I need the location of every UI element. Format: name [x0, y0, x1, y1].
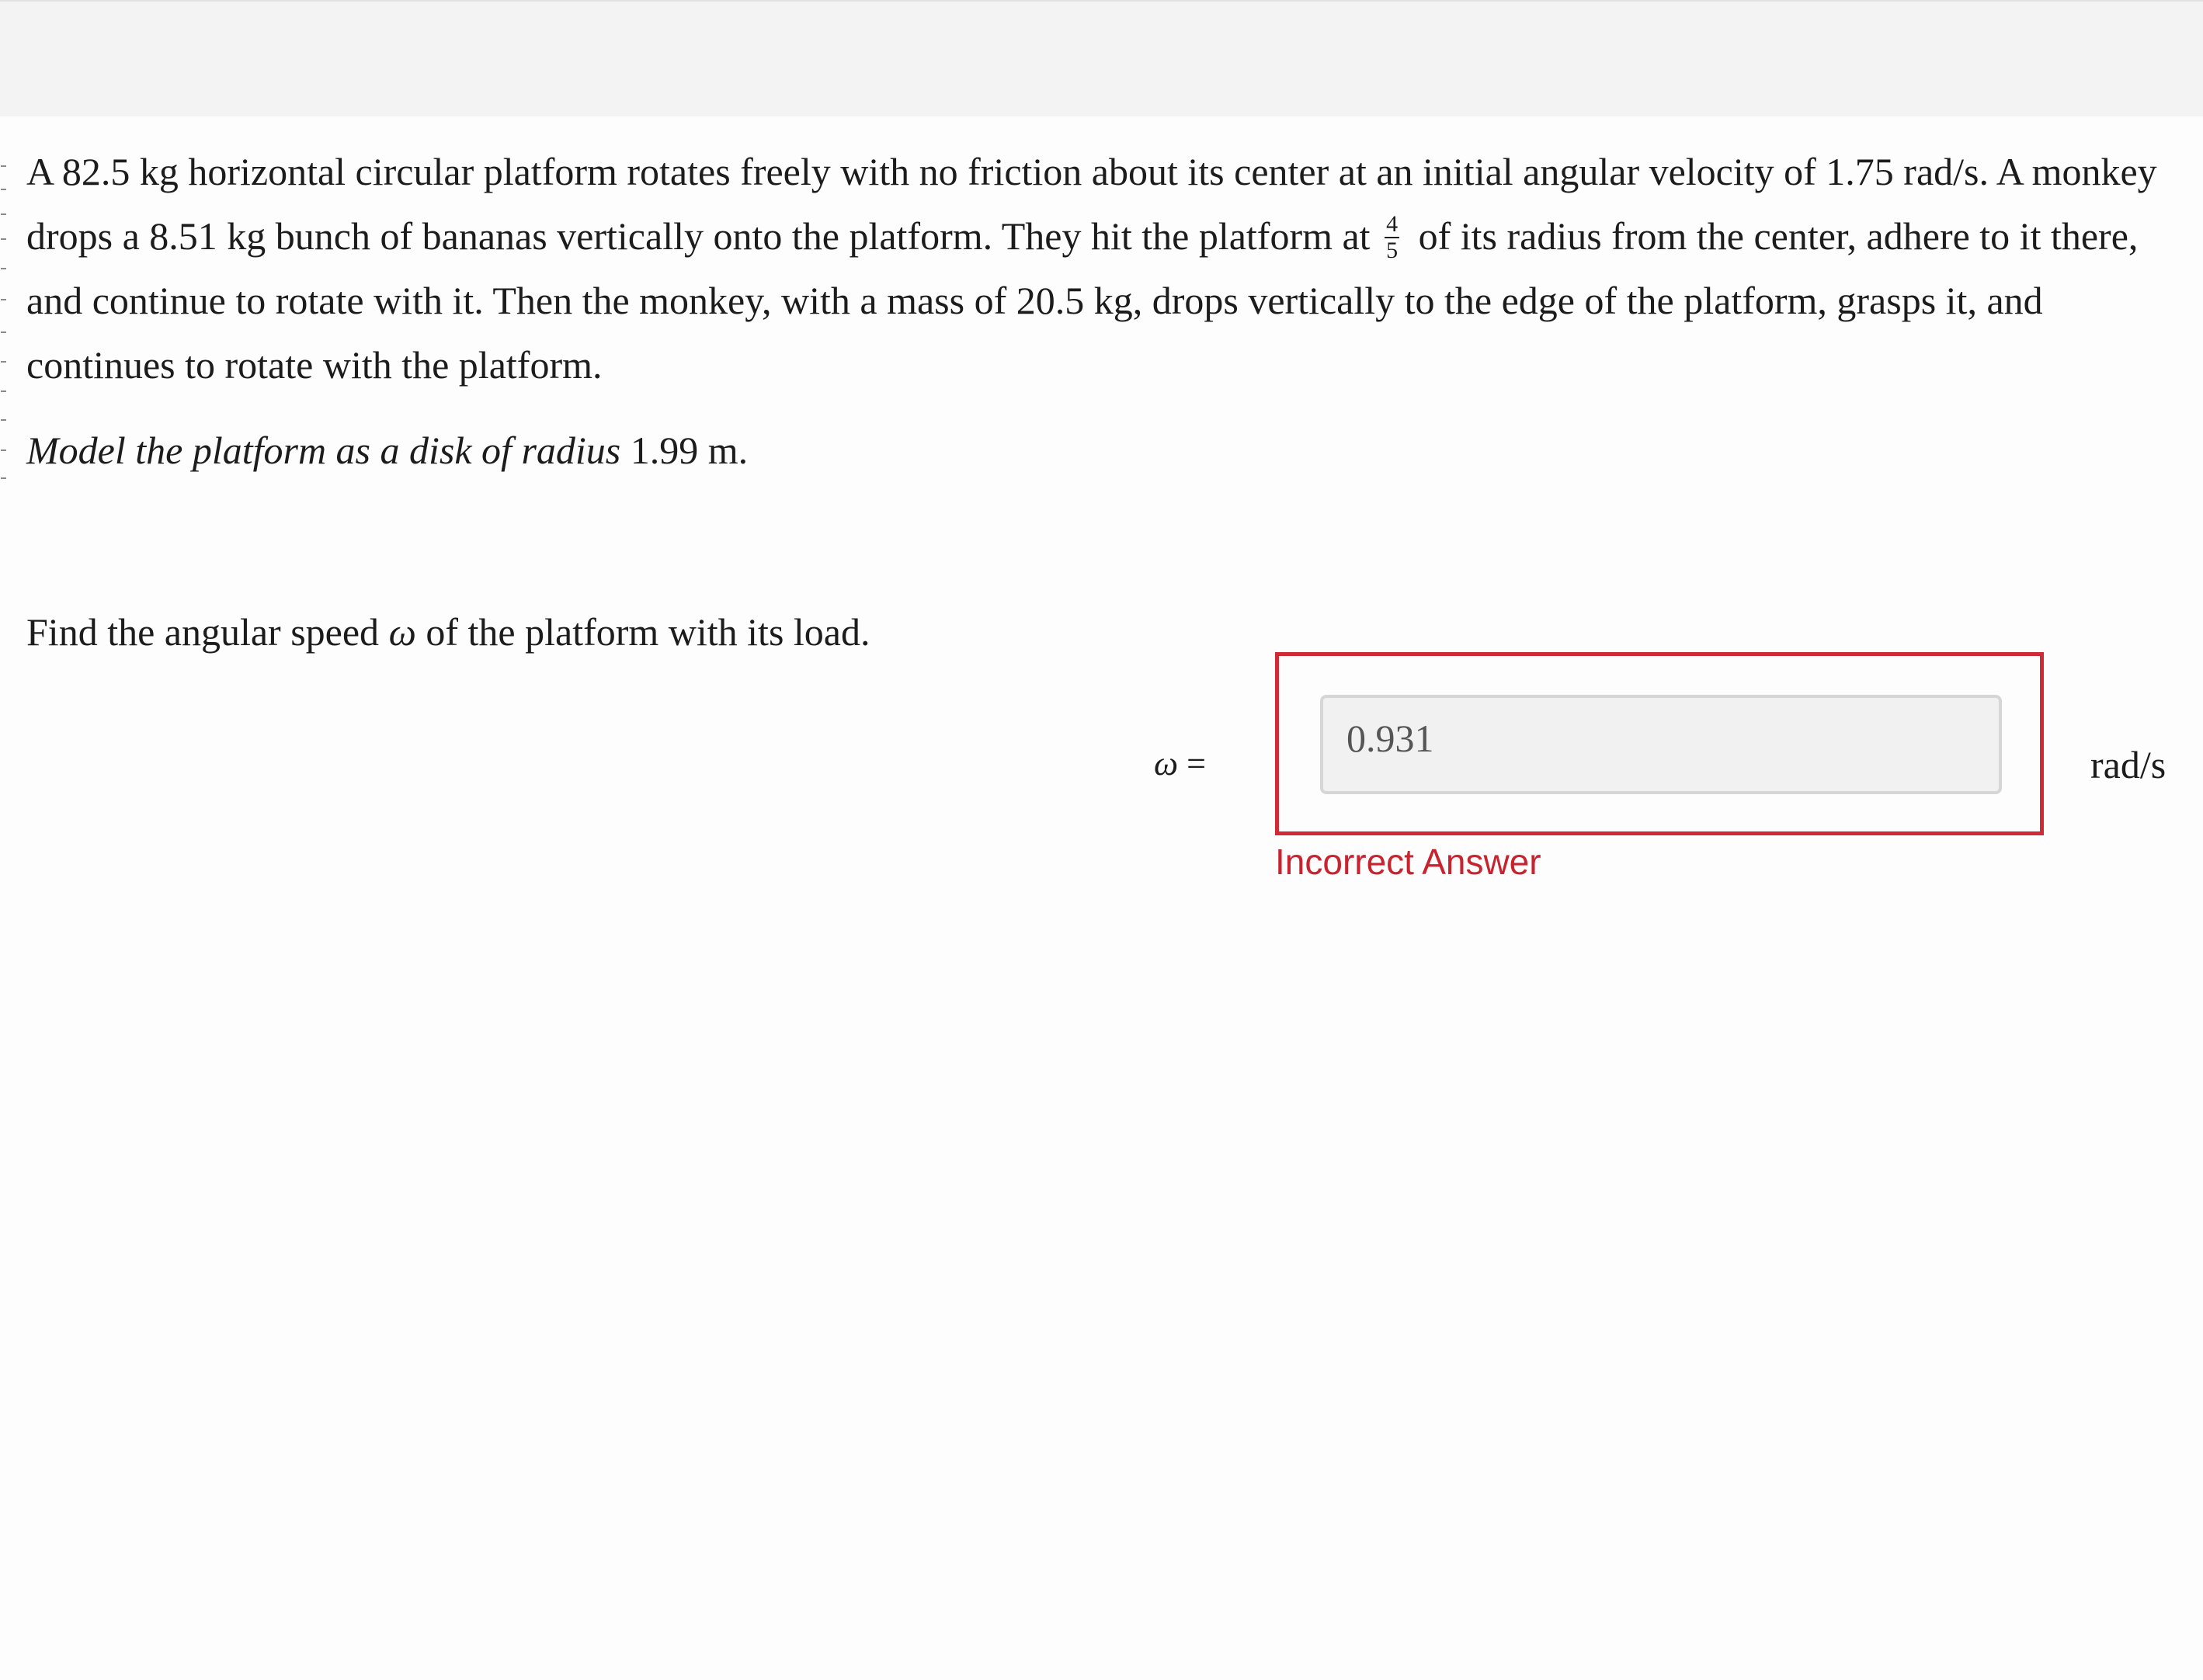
side-vertical-text-strip — [0, 151, 8, 493]
omega-symbol: ω — [388, 610, 416, 654]
answer-omega-symbol: ω — [1154, 745, 1179, 783]
answer-input[interactable] — [1320, 695, 2002, 794]
incorrect-answer-message: Incorrect Answer — [1275, 842, 1541, 882]
model-italic-text: Model the platform as a disk of radius — [26, 429, 621, 472]
model-statement — [26, 419, 748, 481]
problem-text-part-1: A 82.5 kg horizontal circular platform rotates freely with no friction about its center at an initial angular velocity of 1.75 rad/s. A monkey drops a 8.51 kg bunch of bananas vertically onto the platform. They hit the platform at — [26, 150, 2157, 258]
fraction-four-fifths — [1385, 210, 1399, 263]
answer-feedback-box — [1275, 652, 2044, 835]
top-toolbar-area — [0, 0, 2203, 116]
problem-text-part-2: of its radius from the center, adhere to it there, and continue to rotate with it. Then the monkey, with a mass of 20.5 kg, drops vertically to the edge of the platform, grasps it, and continues to rotate with the platform. — [26, 214, 2139, 387]
question-prompt — [26, 601, 870, 663]
model-radius-value: 1.99 m. — [630, 429, 749, 472]
answer-input-value: 0.931 — [1346, 717, 1434, 760]
answer-label — [1154, 739, 1206, 789]
question-text-part-1: Find the angular speed — [26, 610, 380, 654]
answer-unit: rad/s — [2090, 743, 2167, 786]
problem-statement — [26, 140, 2185, 397]
fraction-numerator: 4 — [1386, 210, 1399, 237]
fraction-denominator: 5 — [1386, 237, 1399, 263]
question-text-part-2: of the platform with its load. — [426, 610, 870, 654]
answer-equals-sign: = — [1187, 745, 1206, 783]
